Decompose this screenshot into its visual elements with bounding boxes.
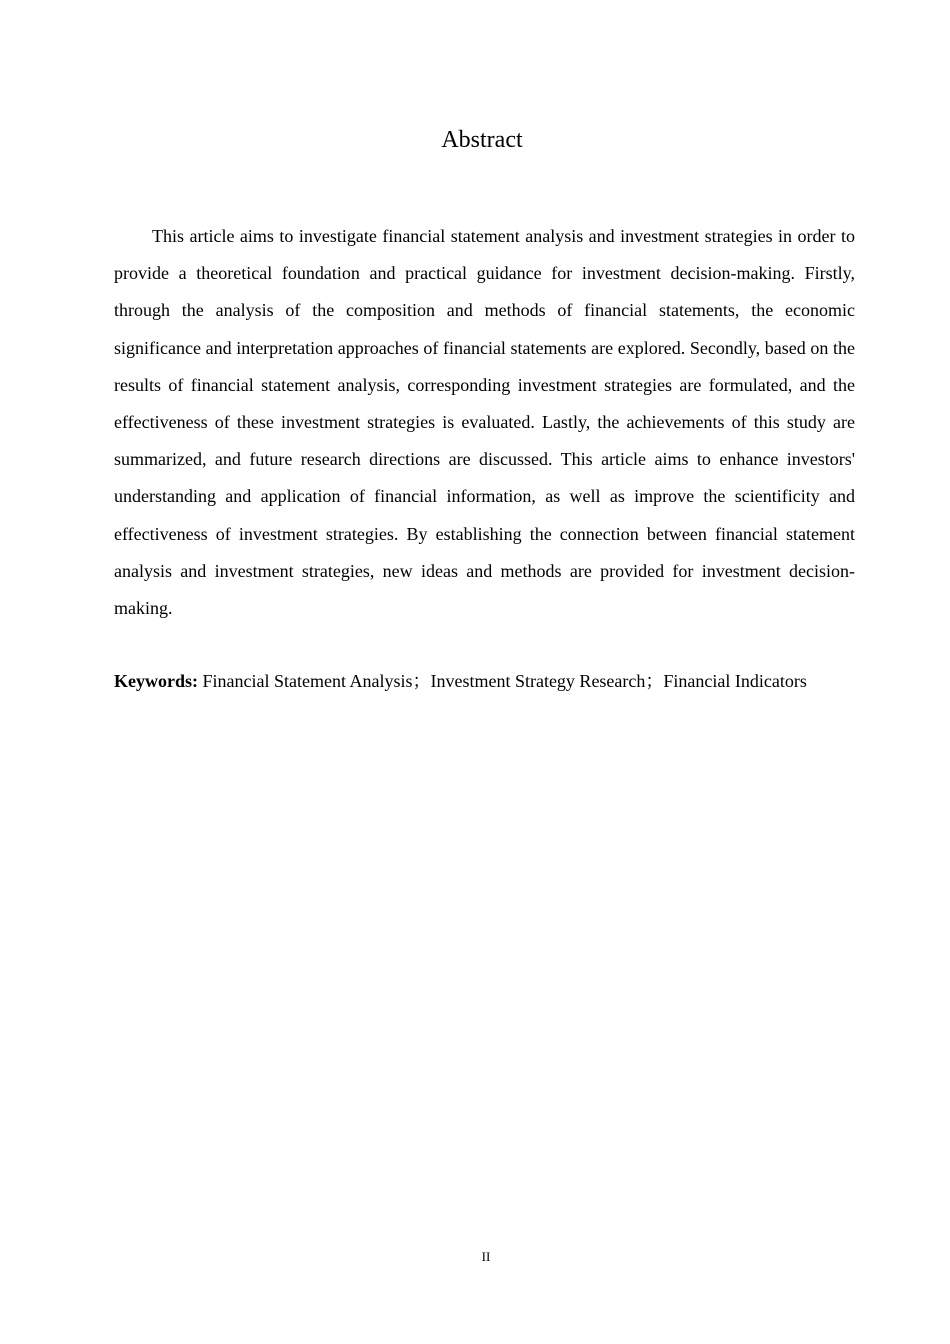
page-number: II — [481, 1249, 491, 1264]
keywords-line — [114, 666, 874, 696]
page-title: Abstract — [441, 127, 523, 153]
keywords-label: Keywords: — [114, 671, 198, 691]
keywords-text: Financial Statement Analysis；Investment Strategy Research；Financial Indicators — [202, 671, 807, 691]
abstract-paragraph: This article aims to investigate financial statement analysis and investment strategies in order to provide a theoretical foundation and practical guidance for investment decision-making. Firstly, through the analysis of the composition and methods of financial statements, the economic significance and interpretation approaches of financial statements are explored. Secondly, based on the results of financial statement analysis, corresponding investment strategies are formulated, and the effectiveness of these investment strategies is evaluated. Lastly, the achievements of this study are summarized, and future research directions are discussed. This article aims to enhance investors' understanding and application of financial information, as well as improve the scientificity and effectiveness of investment strategies. By establishing the connection between financial statement analysis and investment strategies, new ideas and methods are provided for investment decision-making. — [114, 226, 855, 619]
